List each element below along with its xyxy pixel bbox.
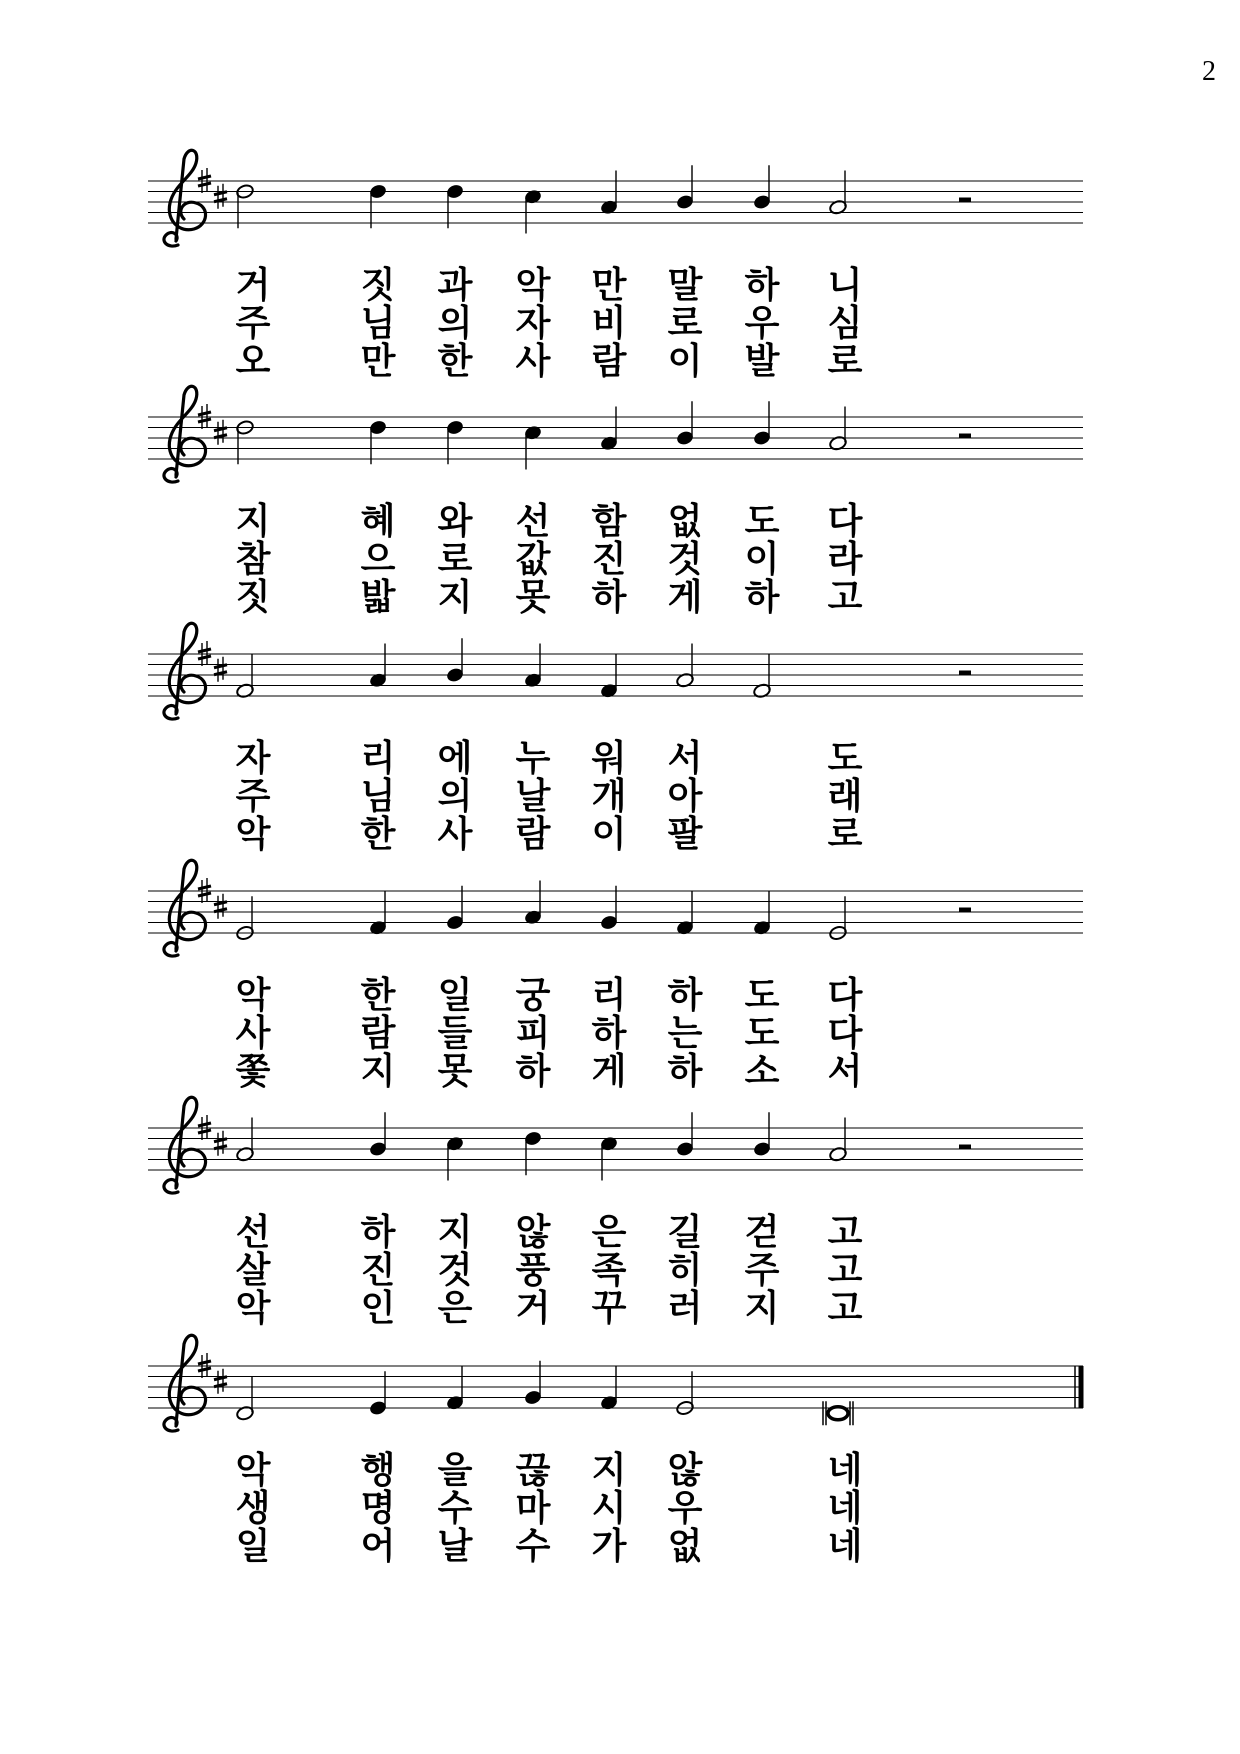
note [753, 654, 772, 699]
sharp-icon [214, 894, 227, 919]
lyric-syllable: 팔 [667, 814, 703, 855]
lyric-syllable: 하 [591, 1013, 627, 1054]
lyric-syllable: 만 [591, 265, 627, 306]
lyric-syllable: 어 [360, 1526, 396, 1567]
lyric-syllable: 누 [515, 738, 551, 779]
lyric-syllable: 끊 [515, 1450, 551, 1491]
lyric-syllable: 함 [591, 501, 627, 542]
lyric-syllable: 날 [515, 776, 551, 817]
note [369, 644, 387, 689]
lyric-syllable: 히 [667, 1250, 703, 1291]
lyric-syllable: 않 [515, 1212, 551, 1253]
note [600, 1366, 618, 1411]
note [369, 184, 387, 229]
lyric-syllable: 의 [437, 303, 473, 344]
lyric-syllable: 서 [827, 1051, 863, 1092]
treble-clef-icon [164, 860, 206, 956]
note [446, 1136, 464, 1181]
lyric-syllable: 악 [235, 1450, 271, 1491]
lyric-syllable: 도 [744, 501, 780, 542]
lyric-syllable: 도 [827, 738, 863, 779]
lyric-syllable: 게 [667, 577, 703, 618]
sharp-icon [214, 420, 227, 445]
note [829, 171, 848, 216]
lyric-syllable: 인 [360, 1288, 396, 1329]
note [600, 654, 618, 699]
lyric-syllable: 않 [667, 1450, 703, 1491]
note [524, 644, 542, 689]
staff-system [148, 860, 1083, 1092]
lyric-syllable: 악 [235, 814, 271, 855]
lyric-syllable: 다 [827, 501, 863, 542]
lyric-syllable: 생 [235, 1488, 271, 1529]
lyric-syllable: 도 [744, 975, 780, 1016]
note [676, 401, 694, 446]
lyric-syllable: 하 [360, 1212, 396, 1253]
lyric-syllable: 참 [235, 539, 271, 580]
lyric-syllable: 짓 [360, 265, 396, 306]
lyric-syllable: 도 [744, 1013, 780, 1054]
lyric-syllable: 날 [437, 1526, 473, 1567]
lyric-syllable: 고 [827, 577, 863, 618]
lyric-syllable: 주 [744, 1250, 780, 1291]
lyric-syllable: 일 [437, 975, 473, 1016]
lyric-syllable: 네 [827, 1488, 863, 1529]
lyric-syllable: 는 [667, 1013, 703, 1054]
lyric-syllable: 지 [235, 501, 271, 542]
lyric-syllable: 악 [515, 265, 551, 306]
lyric-syllable: 개 [591, 776, 627, 817]
lyric-syllable: 시 [591, 1488, 627, 1529]
lyric-syllable: 가 [591, 1526, 627, 1567]
half-rest-icon [959, 434, 971, 439]
lyric-syllable: 진 [591, 539, 627, 580]
note [524, 1361, 542, 1406]
note [753, 165, 771, 210]
lyric-syllable: 없 [667, 1526, 703, 1567]
lyric-syllable: 말 [667, 265, 703, 306]
lyric-syllable: 수 [515, 1526, 551, 1567]
half-rest-icon [959, 671, 971, 676]
note [446, 184, 464, 229]
lyric-syllable: 로 [667, 303, 703, 344]
note [524, 1131, 542, 1176]
note [369, 420, 387, 465]
note [236, 184, 255, 229]
lyric-syllable: 고 [827, 1212, 863, 1253]
note [676, 165, 694, 210]
lyric-syllable: 로 [827, 341, 863, 382]
note [753, 401, 771, 446]
lyric-syllable: 피 [515, 1013, 551, 1054]
lyric-syllable: 한 [437, 341, 473, 382]
lyric-syllable: 짓 [235, 577, 271, 618]
lyric-syllable: 선 [235, 1212, 271, 1253]
lyric-syllable: 발 [744, 341, 780, 382]
note [236, 896, 255, 941]
note [369, 1112, 387, 1157]
note [600, 407, 618, 452]
lyric-syllable: 니 [827, 265, 863, 306]
lyric-syllable: 주 [235, 776, 271, 817]
lyric-syllable: 에 [437, 738, 473, 779]
note [524, 425, 542, 470]
lyric-syllable: 혜 [360, 501, 396, 542]
lyric-syllable: 심 [827, 303, 863, 344]
lyric-syllable: 리 [360, 738, 396, 779]
lyric-syllable: 지 [437, 577, 473, 618]
lyric-syllable: 쫓 [235, 1051, 271, 1092]
note [676, 1112, 694, 1157]
lyric-syllable: 은 [437, 1288, 473, 1329]
note [676, 644, 695, 689]
lyric-syllable: 진 [360, 1250, 396, 1291]
note [236, 420, 255, 465]
lyric-syllable: 아 [667, 776, 703, 817]
lyric-syllable: 자 [235, 738, 271, 779]
lyric-syllable: 지 [591, 1450, 627, 1491]
lyric-syllable: 못 [515, 577, 551, 618]
lyric-syllable: 이 [591, 814, 627, 855]
sharp-icon [214, 657, 227, 682]
lyric-syllable: 거 [515, 1288, 551, 1329]
lyric-syllable: 서 [667, 738, 703, 779]
treble-clef-icon [164, 1097, 206, 1193]
lyric-syllable: 걷 [744, 1212, 780, 1253]
lyric-syllable: 다 [827, 1013, 863, 1054]
lyric-syllable: 러 [667, 1288, 703, 1329]
note [829, 407, 848, 452]
lyric-syllable: 못 [437, 1051, 473, 1092]
lyric-syllable: 것 [437, 1250, 473, 1291]
sharp-icon [214, 1131, 227, 1156]
lyric-syllable: 의 [437, 776, 473, 817]
sharp-icon [214, 184, 227, 209]
lyric-syllable: 네 [827, 1526, 863, 1567]
lyric-syllable: 값 [515, 539, 551, 580]
note [600, 1136, 618, 1181]
lyric-syllable: 람 [515, 814, 551, 855]
lyric-syllable: 하 [515, 1051, 551, 1092]
lyric-syllable: 한 [360, 814, 396, 855]
lyric-syllable: 하 [591, 577, 627, 618]
lyric-syllable: 님 [360, 303, 396, 344]
lyric-syllable: 람 [591, 341, 627, 382]
note [446, 638, 464, 683]
lyric-syllable: 하 [744, 265, 780, 306]
lyric-syllable: 님 [360, 776, 396, 817]
lyric-syllable: 와 [437, 501, 473, 542]
lyric-syllable: 것 [667, 539, 703, 580]
note [524, 881, 542, 926]
lyric-syllable: 살 [235, 1250, 271, 1291]
lyric-syllable: 이 [744, 539, 780, 580]
note [446, 886, 464, 931]
lyric-syllable: 워 [591, 738, 627, 779]
note [446, 1366, 464, 1411]
half-rest-icon [959, 1145, 971, 1150]
staff-system [148, 150, 1083, 382]
lyric-syllable: 꾸 [591, 1288, 627, 1329]
note [600, 886, 618, 931]
note [829, 896, 848, 941]
lyric-syllable: 우 [744, 303, 780, 344]
lyric-syllable: 명 [360, 1488, 396, 1529]
lyric-syllable: 풍 [515, 1250, 551, 1291]
treble-clef-icon [164, 1335, 206, 1431]
lyric-syllable: 과 [437, 265, 473, 306]
lyric-syllable: 오 [235, 341, 271, 382]
lyric-syllable: 자 [515, 303, 551, 344]
note [369, 1371, 387, 1416]
lyric-syllable: 수 [437, 1488, 473, 1529]
lyric-syllable: 우 [667, 1488, 703, 1529]
lyric-syllable: 으 [360, 539, 396, 580]
note [524, 189, 542, 234]
lyric-syllable: 로 [437, 539, 473, 580]
lyric-syllable: 네 [827, 1450, 863, 1491]
lyric-syllable: 하 [744, 577, 780, 618]
lyric-syllable: 게 [591, 1051, 627, 1092]
lyric-syllable: 지 [437, 1212, 473, 1253]
note [823, 1401, 853, 1425]
lyric-syllable: 로 [827, 814, 863, 855]
lyric-syllable: 밟 [360, 577, 396, 618]
lyric-syllable: 일 [235, 1526, 271, 1567]
note [236, 1118, 255, 1163]
lyric-syllable: 거 [235, 265, 271, 306]
note [753, 891, 771, 936]
note [829, 1118, 848, 1163]
note [446, 420, 464, 465]
lyric-syllable: 행 [360, 1450, 396, 1491]
page-number: 2 [1202, 56, 1216, 87]
lyric-syllable: 을 [437, 1450, 473, 1491]
lyric-syllable: 은 [591, 1212, 627, 1253]
lyric-syllable: 사 [437, 814, 473, 855]
lyric-syllable: 족 [591, 1250, 627, 1291]
lyric-syllable: 다 [827, 975, 863, 1016]
lyric-syllable: 길 [667, 1212, 703, 1253]
staff-system [148, 1097, 1083, 1329]
sharp-icon [214, 1369, 227, 1394]
lyric-syllable: 마 [515, 1488, 551, 1529]
half-rest-icon [959, 908, 971, 913]
lyric-syllable: 사 [515, 341, 551, 382]
treble-clef-icon [164, 150, 206, 246]
lyric-syllable: 한 [360, 975, 396, 1016]
lyric-syllable: 고 [827, 1288, 863, 1329]
half-rest-icon [959, 198, 971, 203]
lyric-syllable: 주 [235, 303, 271, 344]
lyric-syllable: 지 [360, 1051, 396, 1092]
lyric-syllable: 라 [827, 539, 863, 580]
treble-clef-icon [164, 386, 206, 482]
lyric-syllable: 궁 [515, 975, 551, 1016]
lyric-syllable: 이 [667, 341, 703, 382]
lyric-syllable: 들 [437, 1013, 473, 1054]
staff-system [148, 623, 1083, 855]
lyric-syllable: 비 [591, 303, 627, 344]
lyric-syllable: 하 [667, 1051, 703, 1092]
lyric-syllable: 악 [235, 1288, 271, 1329]
lyric-syllable: 하 [667, 975, 703, 1016]
note [236, 654, 255, 699]
note [369, 891, 387, 936]
lyric-syllable: 지 [744, 1288, 780, 1329]
lyric-syllable: 고 [827, 1250, 863, 1291]
lyric-syllable: 소 [744, 1051, 780, 1092]
treble-clef-icon [164, 623, 206, 719]
lyric-syllable: 선 [515, 501, 551, 542]
lyric-syllable: 래 [827, 776, 863, 817]
lyric-syllable: 리 [591, 975, 627, 1016]
staff-system [148, 386, 1083, 618]
note [676, 891, 694, 936]
lyric-syllable: 람 [360, 1013, 396, 1054]
lyric-syllable: 만 [360, 341, 396, 382]
note [600, 171, 618, 216]
lyric-syllable: 없 [667, 501, 703, 542]
note [676, 1371, 695, 1416]
lyric-syllable: 사 [235, 1013, 271, 1054]
note [236, 1377, 255, 1422]
lyric-syllable: 악 [235, 975, 271, 1016]
note [753, 1112, 771, 1157]
staff-system [148, 1335, 1083, 1567]
